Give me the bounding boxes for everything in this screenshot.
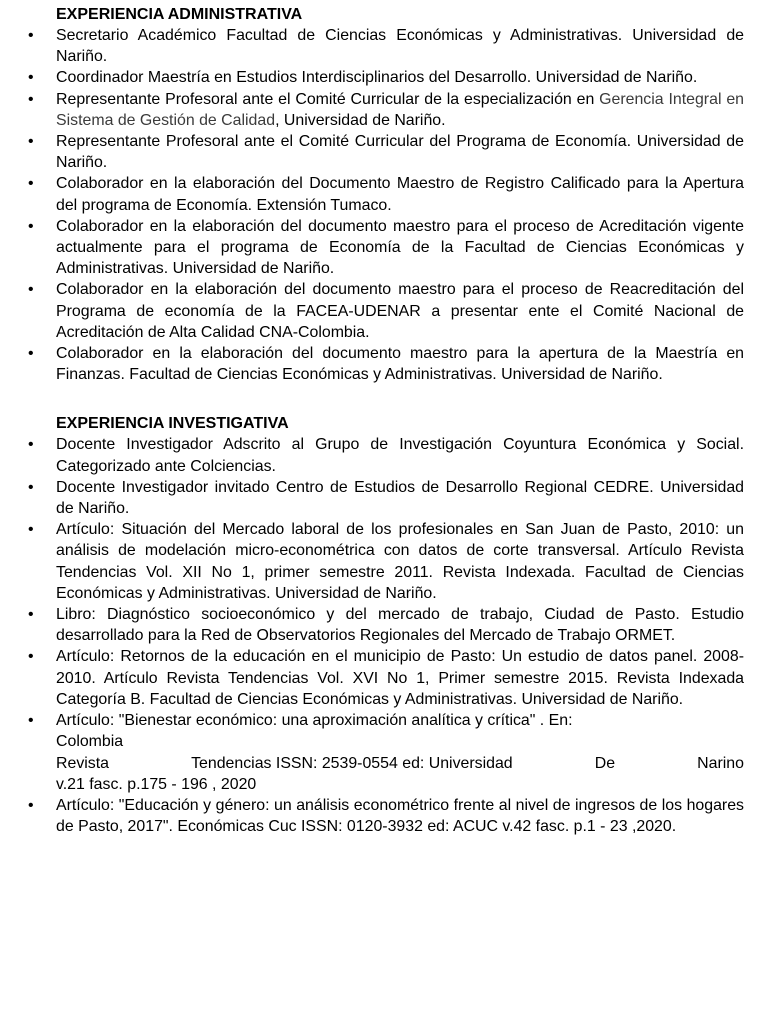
bullet-icon: • — [28, 69, 34, 87]
item-text: Artículo: Situación del Mercado laboral de los profesionales en San Juan de Pasto, 2010: un análisis de modelación micro-econométrica con datos de corte transversal. Artículo Revista Tendencias Vol. XII No 1, primer semestre 2011. Revista Indexada. Facultad de Ciencias Económicas y Administrativas. Universidad de Nariño. — [56, 521, 744, 602]
bullet-icon: • — [28, 27, 34, 44]
list-item — [0, 343, 768, 385]
item-text: Colaborador en la elaboración del documento maestro para la apertura de la Maestría en Finanzas. Facultad de Ciencias Económicas y Administrativas. Universidad de Nariño. — [56, 345, 744, 384]
item-text: Artículo: Retornos de la educación en el municipio de Pasto: Un estudio de datos panel. 2008-2010. Artículo Revista Tendencias Vol. XVI No 1, Primer semestre 2015. Revista Indexada Categoría B. Facultad de Ciencias Económicas y Administrativas. Universidad de Nariño. — [56, 648, 744, 708]
item-text: Coordinador Maestría en Estudios Interdisciplinarios del Desarrollo. Universidad de Nariño. — [56, 69, 698, 87]
item-text: Secretario Académico Facultad de Ciencias Económicas y Administrativas. Universidad de Nariño. — [56, 27, 744, 66]
section-title-admin: EXPERIENCIA ADMINISTRATIVA — [56, 6, 303, 23]
bullet-icon: • — [28, 796, 34, 814]
list-item — [0, 646, 768, 710]
list-item — [0, 279, 768, 343]
item-text: Artículo: "Educación y género: un análisis econométrico frente al nivel de ingresos de los hogares de Pasto, 2017". Económicas Cuc ISSN: 0120-3932 ed: ACUC v.42 fasc. p.1 - 23 ,2020. — [56, 796, 744, 836]
bullet-icon: • — [28, 281, 34, 299]
item-text-pre: Representante Profesoral ante el Comité Curricular de la especialización en — [56, 90, 595, 108]
list-item — [0, 434, 768, 476]
bullet-icon: • — [28, 478, 34, 496]
bullet-icon: • — [28, 521, 34, 539]
item-text-line: Colombia — [56, 733, 124, 751]
document-page — [0, 4, 768, 837]
bullet-icon: • — [28, 90, 34, 108]
bullet-icon: • — [28, 345, 34, 363]
journal-part: De — [594, 754, 616, 772]
list-item — [0, 173, 768, 215]
bullet-icon: • — [28, 606, 34, 624]
journal-part: Narino — [697, 754, 744, 772]
item-text-post: , Universidad de Nariño. — [275, 111, 446, 129]
research-list — [0, 434, 768, 837]
item-text: Docente Investigador Adscrito al Grupo de Investigación Coyuntura Económica y Social. Categorizado ante Colciencias. — [56, 436, 744, 475]
list-item — [0, 519, 768, 604]
item-text-line: Artículo: "Bienestar económico: una aproximación analítica y crítica" . En: — [56, 712, 573, 730]
bullet-icon: • — [28, 217, 34, 235]
item-text: Colaborador en la elaboración del Documento Maestro de Registro Calificado para la Apertura del programa de Economía. Extensión Tumaco. — [56, 175, 744, 214]
list-item — [0, 89, 768, 131]
bullet-icon: • — [28, 175, 34, 193]
journal-part: Tendencias ISSN: 2539-0554 ed: Universidad — [191, 754, 513, 772]
item-text: Libro: Diagnóstico socioeconómico y del mercado de trabajo, Ciudad de Pasto. Estudio desarrollado para la Red de Observatorios Regionales del Mercado de Trabajo ORMET. — [56, 606, 744, 645]
list-item — [0, 216, 768, 280]
bullet-icon: • — [28, 648, 34, 666]
bullet-icon: • — [28, 436, 34, 454]
list-item — [0, 477, 768, 519]
item-text-gray: Gerencia Integral en Sistema de Gestión de Calidad — [56, 90, 744, 129]
list-item — [0, 131, 768, 173]
journal-part: Revista — [56, 754, 109, 772]
item-text: Colaborador en la elaboración del documento maestro para el proceso de Reacreditación del Programa de economía de la FACEA-UDENAR a presentar ente el Comité Nacional de Acreditación de Alta Calidad CNA-Colombia. — [56, 281, 744, 341]
journal-line — [56, 753, 744, 774]
list-item — [0, 710, 768, 795]
list-item — [0, 25, 768, 67]
item-text: Representante Profesoral ante el Comité Curricular del Programa de Economía. Universidad de Nariño. — [56, 133, 744, 172]
list-item — [0, 795, 768, 837]
section-spacer — [0, 385, 768, 413]
item-text: Docente Investigador invitado Centro de Estudios de Desarrollo Regional CEDRE. Universidad de Nariño. — [56, 478, 744, 518]
item-text-line: v.21 fasc. p.175 - 196 , 2020 — [56, 775, 257, 793]
bullet-icon: • — [28, 712, 34, 730]
item-text: Colaborador en la elaboración del documento maestro para el proceso de Acreditación vigente actualmente para el programa de Economía de la Facultad de Ciencias Económicas y Administrativas. Universidad de Nariño. — [56, 217, 744, 278]
admin-list — [0, 25, 768, 385]
section-title-research: EXPERIENCIA INVESTIGATIVA — [56, 415, 289, 433]
list-item — [0, 604, 768, 646]
bullet-icon: • — [28, 133, 34, 151]
list-item — [0, 67, 768, 88]
